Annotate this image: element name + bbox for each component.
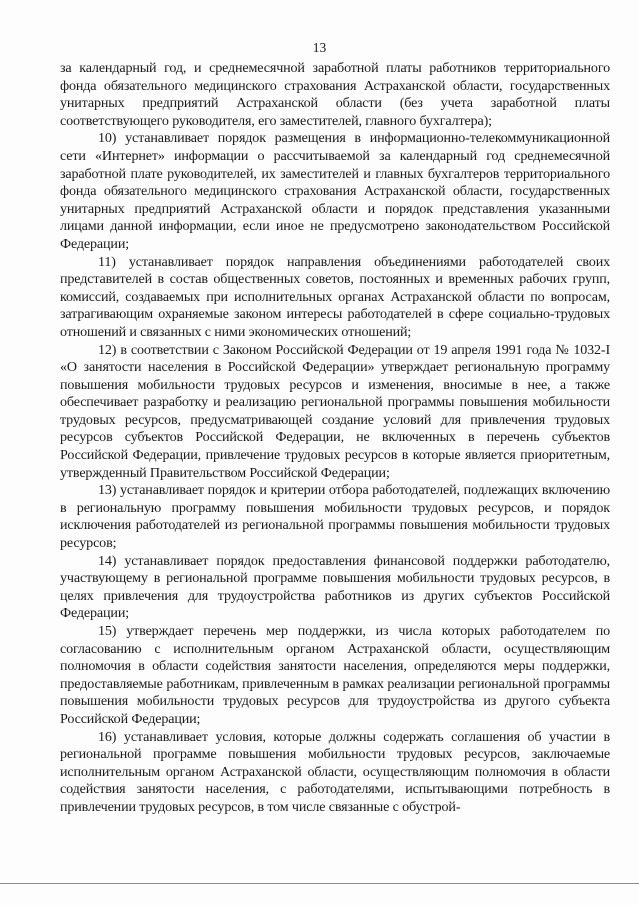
paragraph-item-13: 13) устанавливает порядок и критерии отбора работодателей, подлежащих включению в региональную программу повышения мобильности трудовых ресурсов, и порядок исключения работодателей из региональной программы повышения мобильности трудовых ресурсов; bbox=[60, 482, 610, 552]
paragraph-continuation: за календарный год, и среднемесячной заработной платы работников территориального фонда обязательного медицинского страхования Астраханской области, государственных унитарных предприятий Астраханской области (без учета заработной платы соответствующего руководителя, его заместителей, главного бухгалтера); bbox=[60, 60, 610, 129]
page-number: 13 bbox=[312, 40, 327, 55]
paragraph-item-12: 12) в соответствии с Законом Российской Федерации от 19 апреля 1991 года № 1032-I «О занятости населения в Российской Федерации» утверждает региональную программу повышения мобильности трудовых ресурсов и изменения, вносимые в нее, а также обеспечивает разработку и реализацию региональной программы повышения мобильности трудовых ресурсов, предусматривающей создание условий для привлечения трудовых ресурсов субъектов Российской Федерации, не включенных в перечень субъектов Российской Федерации, привлечение трудовых ресурсов в которые является приоритетным, утвержденный Правительством Российской Федерации; bbox=[60, 341, 610, 481]
paragraph-item-14: 14) устанавливает порядок предоставления финансовой поддержки работодателю, участвующему в региональной программе повышения мобильности трудовых ресурсов, в целях привлечения для трудоустройства работников из других субъектов Российской Федерации; bbox=[60, 552, 610, 622]
paragraph-item-10: 10) устанавливает порядок размещения в информационно-телекоммуникационной сети «Интернет» информации о рассчитываемой за календарный год среднемесячной заработной плате руководителей, их заместителей и главных бухгалтеров территориального фонда обязательного медицинского страхования Астраханской области, государственных унитарных предприятий Астраханской области и порядок представления указанными лицами данной информации, если иное не предусмотрено законодательством Российской Федерации; bbox=[60, 130, 610, 252]
paragraph-item-15: 15) утверждает перечень мер поддержки, из числа которых работодателем по согласованию с исполнительным органом Астраханской области, осуществляющим полномочия в области содействия занятости населения, определяются меры поддержки, предоставляемые работникам, привлеченным в рамках реализации региональной программы повышения мобильности трудовых ресурсов для трудоустройства из другого субъекта Российской Федерации; bbox=[60, 623, 610, 727]
paragraph-item-16: 16) устанавливает условия, которые должны содержать соглашения об участии в региональной программе повышения мобильности трудовых ресурсов, заключаемые исполнительным органом Астраханской области, осуществляющим полномочия в области содействия занятости населения, с работодателями, испытывающими потребность в привлечении трудовых ресурсов, в том числе связанные с обустрой- bbox=[60, 728, 610, 815]
page-bottom-divider bbox=[0, 883, 639, 884]
paragraph-item-11: 11) устанавливает порядок направления объединениями работодателей своих представителей в состав общественных советов, постоянных и временных рабочих групп, комиссий, создаваемых при исполнительных органах Астраханской области по вопросам, затрагивающим охраняемые законом интересы работодателей в сфере социально-трудовых отношений и связанных с ними экономических отношений; bbox=[60, 253, 610, 340]
document-body bbox=[60, 60, 610, 817]
